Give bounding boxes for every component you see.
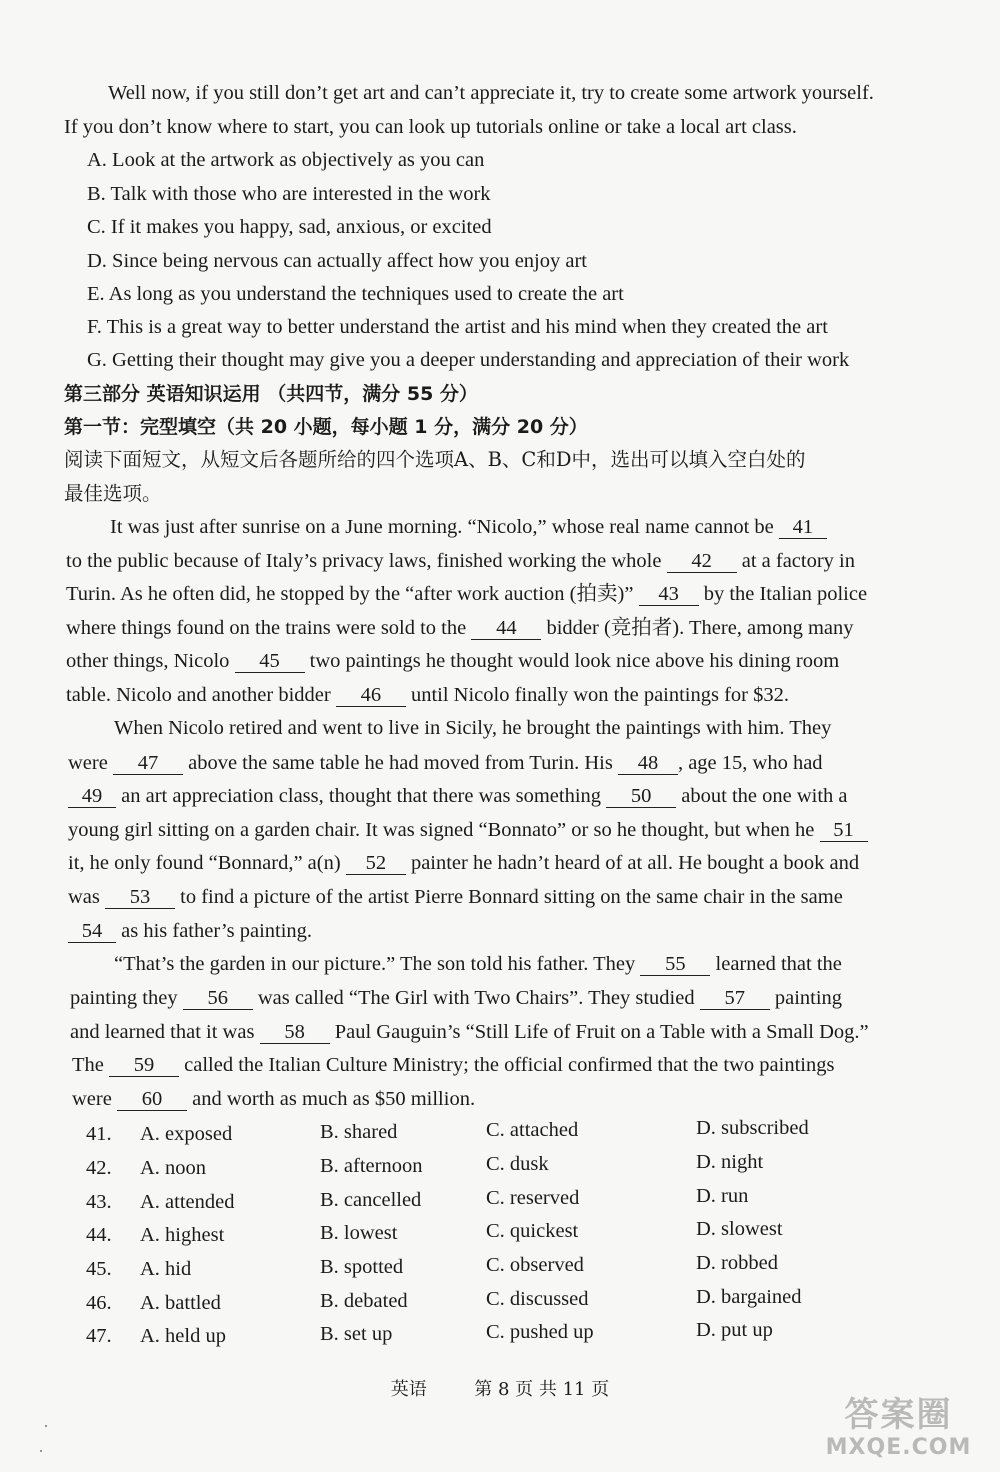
passage-line [70, 985, 842, 1011]
passage-line [68, 884, 843, 910]
choice-d: D. run [696, 1185, 749, 1207]
passage-text: and learned that it was [70, 1021, 260, 1043]
passage-text: Paul Gauguin’s “Still Life of Fruit on a Table with a Small Dog.” [329, 1021, 869, 1043]
choice-c: C. observed [486, 1254, 584, 1276]
blank-48: 48 [618, 752, 678, 775]
blank-45: 45 [235, 650, 305, 673]
blank-47: 47 [113, 752, 183, 775]
passage-line [68, 783, 848, 809]
footer-page-number: 第 8 页 共 11 页 [474, 1379, 610, 1400]
choice-b: B. cancelled [320, 1189, 422, 1211]
option-f: F. This is a great way to better understand the artist and his mind when they created the art [87, 316, 828, 338]
intro-line-1: Well now, if you still don’t get art and can’t appreciate it, try to create some artwork yourself. [108, 82, 874, 104]
option-e: E. As long as you understand the techniques used to create the art [87, 283, 624, 305]
passage-text: and worth as much as $50 million. [186, 1088, 476, 1110]
choice-a: A. attended [140, 1191, 235, 1213]
question-number: 43. [86, 1191, 112, 1213]
instruction-line-1: 阅读下面短文，从短文后各题所给的四个选项A、B、C和D中，选出可以填入空白处的 [64, 448, 806, 471]
passage-text: above the same table he had moved from Turin. His [182, 752, 618, 774]
passage-line [66, 548, 855, 574]
choice-c: C. attached [486, 1119, 579, 1141]
passage-text: Turin. As he often did, he stopped by the “after work auction (拍卖)” [66, 583, 639, 605]
blank-42: 42 [667, 550, 737, 573]
option-g: G. Getting their thought may give you a deeper understanding and appreciation of their work [87, 349, 850, 371]
choice-b: B. set up [320, 1323, 393, 1345]
question-number: 46. [86, 1292, 112, 1314]
option-a: A. Look at the artwork as objectively as you can [87, 149, 485, 171]
choice-b: B. shared [320, 1121, 398, 1143]
option-c: C. If it makes you happy, sad, anxious, or excited [87, 216, 492, 238]
choice-c: C. discussed [486, 1288, 589, 1310]
passage-text: as his father’s painting. [116, 920, 313, 942]
blank-58: 58 [260, 1021, 330, 1044]
choice-a: A. hid [140, 1258, 192, 1280]
blank-53: 53 [105, 886, 175, 909]
choice-d: D. subscribed [696, 1117, 809, 1139]
choice-a: A. battled [140, 1292, 221, 1314]
intro-line-2: If you don’t know where to start, you can look up tutorials online or take a local art class. [64, 116, 797, 138]
choice-a: A. exposed [140, 1123, 233, 1145]
blank-52: 52 [346, 852, 406, 875]
blank-43: 43 [639, 583, 699, 606]
passage-text: learned that the [710, 953, 842, 975]
choice-c: C. reserved [486, 1187, 580, 1209]
passage-line [70, 1019, 869, 1045]
passage-text: called the Italian Culture Ministry; the official confirmed that the two paintings [179, 1054, 835, 1076]
passage-text: by the Italian police [698, 583, 868, 605]
passage-line [68, 750, 823, 776]
blank-51: 51 [820, 819, 868, 842]
watermark-url: MXQE.COM [825, 1435, 972, 1460]
choice-d: D. robbed [696, 1252, 778, 1274]
passage-text: “That’s the garden in our picture.” The son told his father. They [114, 953, 641, 975]
passage-line [110, 514, 827, 540]
passage-text: to the public because of Italy’s privacy laws, finished working the whole [66, 550, 667, 572]
passage-line [66, 615, 854, 641]
passage-text: an art appreciation class, thought that there was something [116, 785, 607, 807]
choice-d: D. night [696, 1151, 764, 1173]
question-number: 42. [86, 1157, 112, 1179]
passage-line [66, 682, 789, 708]
blank-56: 56 [183, 987, 253, 1010]
passage-text: young girl sitting on a garden chair. It was signed “Bonnato” or so he thought, but when he [68, 819, 820, 841]
passage-line [72, 1086, 475, 1112]
question-number: 41. [86, 1123, 112, 1145]
passage-text: When Nicolo retired and went to live in Sicily, he brought the paintings with him. They [114, 717, 832, 739]
blank-49: 49 [68, 785, 116, 808]
passage-line [72, 1052, 834, 1078]
passage-text: table. Nicolo and another bidder [66, 684, 336, 706]
choice-b: B. spotted [320, 1256, 404, 1278]
passage-line [68, 817, 868, 843]
choice-c: C. quickest [486, 1220, 579, 1242]
passage-text: was called “The Girl with Two Chairs”. They studied [252, 987, 700, 1009]
blank-55: 55 [640, 953, 710, 976]
choice-a: A. noon [140, 1157, 207, 1179]
option-d: D. Since being nervous can actually affect how you enjoy art [87, 250, 587, 272]
passage-text: painting [769, 987, 843, 1009]
passage-text: The [72, 1054, 109, 1076]
passage-line [114, 951, 842, 977]
choice-a: A. held up [140, 1325, 226, 1347]
blank-46: 46 [336, 684, 406, 707]
passage-text: was [68, 886, 106, 908]
choice-a: A. highest [140, 1224, 225, 1246]
scan-speck [40, 1450, 42, 1452]
passage-line [68, 918, 312, 944]
choice-b: B. debated [320, 1290, 408, 1312]
passage-text: at a factory in [736, 550, 855, 572]
blank-54: 54 [68, 920, 116, 943]
passage-line [114, 715, 831, 741]
passage-text: painting they [70, 987, 183, 1009]
scan-speck [45, 1425, 47, 1427]
choice-c: C. pushed up [486, 1321, 594, 1343]
passage-line [68, 850, 859, 876]
passage-text: it, he only found “Bonnard,” a(n) [68, 852, 346, 874]
choice-c: C. dusk [486, 1153, 549, 1175]
choice-d: D. put up [696, 1319, 773, 1341]
question-number: 45. [86, 1258, 112, 1280]
footer-subject: 英语 [390, 1379, 427, 1400]
passage-line [66, 581, 867, 607]
passage-text: were [68, 752, 113, 774]
passage-text: about the one with a [676, 785, 848, 807]
part-title: 第三部分 英语知识运用 （共四节，满分 55 分） [64, 383, 478, 405]
choice-b: B. lowest [320, 1222, 398, 1244]
passage-text: two paintings he thought would look nice above his dining room [304, 650, 840, 672]
question-number: 47. [86, 1325, 112, 1347]
instruction-line-2: 最佳选项。 [64, 482, 162, 505]
watermark-title: 答案圈 [844, 1395, 953, 1435]
passage-text: other things, Nicolo [66, 650, 235, 672]
passage-text: painter he hadn’t heard of at all. He bought a book and [405, 852, 860, 874]
section-subtitle: 第一节：完型填空（共 20 小题，每小题 1 分，满分 20 分） [64, 416, 588, 438]
choice-d: D. slowest [696, 1218, 783, 1240]
choice-d: D. bargained [696, 1286, 802, 1308]
question-number: 44. [86, 1224, 112, 1246]
blank-41: 41 [779, 516, 827, 539]
passage-text: It was just after sunrise on a June morning. “Nicolo,” whose real name cannot be [110, 516, 779, 538]
passage-text: were [72, 1088, 117, 1110]
passage-text: where things found on the trains were sold to the [66, 617, 472, 639]
passage-text: , age 15, who had [677, 752, 823, 774]
blank-44: 44 [471, 617, 541, 640]
watermark-logo [811, 1395, 986, 1467]
blank-59: 59 [109, 1054, 179, 1077]
choice-b: B. afternoon [320, 1155, 423, 1177]
passage-text: to find a picture of the artist Pierre Bonnard sitting on the same chair in the same [175, 886, 843, 908]
blank-57: 57 [700, 987, 770, 1010]
blank-50: 50 [606, 785, 676, 808]
option-b: B. Talk with those who are interested in the work [87, 183, 491, 205]
passage-line [66, 648, 839, 674]
passage-text: until Nicolo finally won the paintings for $32. [405, 684, 790, 706]
passage-text: bidder (竞拍者). There, among many [541, 617, 854, 639]
blank-60: 60 [117, 1088, 187, 1111]
